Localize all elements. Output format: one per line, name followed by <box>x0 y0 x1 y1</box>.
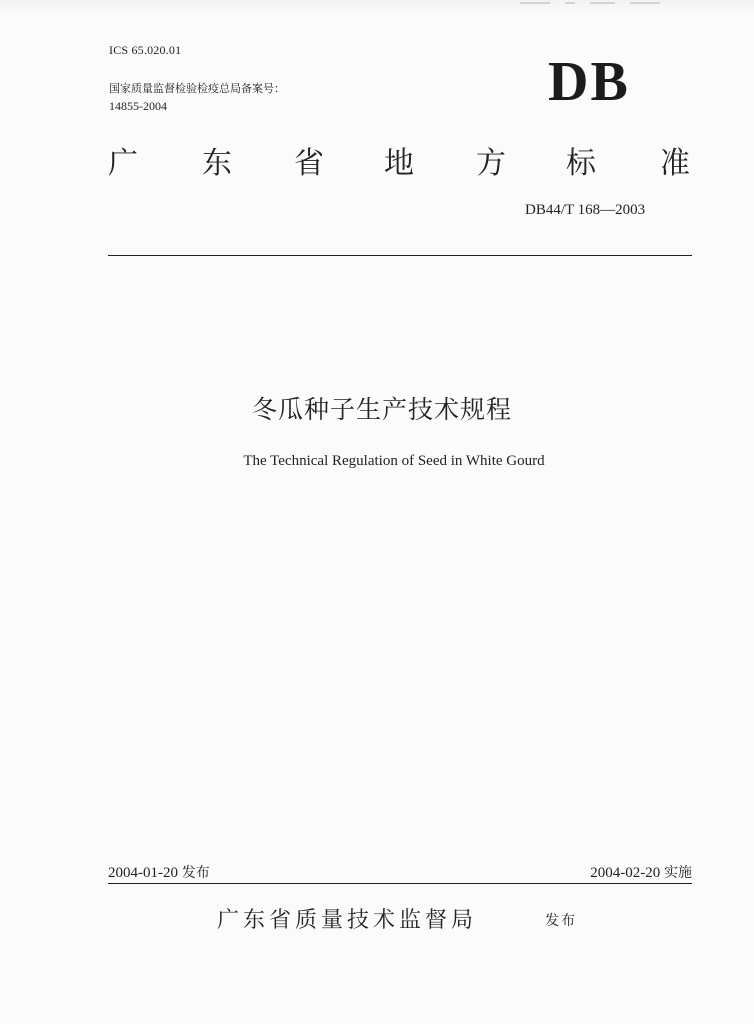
issue-date-value: 2004-01-20 <box>108 865 178 881</box>
scan-artifact <box>520 0 670 6</box>
issuer-action: 发布 <box>545 913 577 929</box>
implementation-date-value: 2004-02-20 <box>590 865 661 881</box>
implementation-label: 实施 <box>664 865 692 881</box>
ics-code: ICS 65.020.01 <box>109 43 182 57</box>
issue-label: 发布 <box>181 865 210 881</box>
document-title-en: The Technical Regulation of Seed in White Gourd <box>243 453 545 469</box>
implementation-date <box>590 862 692 882</box>
title-char: 方 <box>476 146 506 181</box>
title-char: 广 <box>108 146 138 181</box>
title-char: 标 <box>566 146 596 181</box>
issue-date <box>108 862 210 882</box>
db-logo: DB <box>548 51 630 113</box>
document-title-cn: 冬瓜种子生产技术规程 <box>251 395 512 424</box>
bottom-divider <box>108 883 692 884</box>
top-divider <box>108 255 692 256</box>
issuing-authority: 广东省质量技术监督局 <box>217 908 478 933</box>
title-char: 地 <box>384 146 414 181</box>
title-char: 省 <box>294 146 324 181</box>
standard-category-title <box>108 138 698 181</box>
filing-label: 国家质量监督检验检疫总局备案号： <box>109 82 285 95</box>
standard-number: DB44/T 168—2003 <box>525 202 646 218</box>
title-char: 东 <box>202 146 232 181</box>
filing-number: 14855-2004 <box>109 99 167 113</box>
title-char: 准 <box>660 146 690 181</box>
